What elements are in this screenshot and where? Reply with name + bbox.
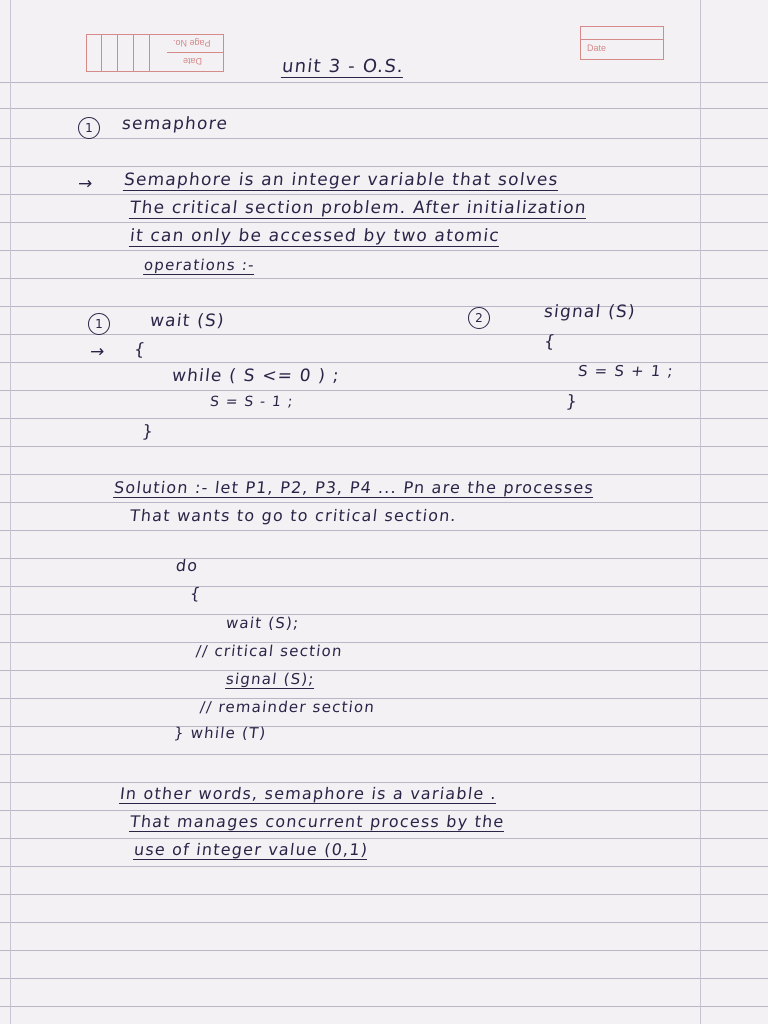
wait-number: 1 [88,313,110,335]
ruled-line [0,950,768,951]
ruled-line [0,82,768,83]
ruled-line [0,922,768,923]
solution-line: That wants to go to critical section. [129,506,458,525]
date-box [580,26,664,60]
ruled-line [0,474,768,475]
wait-while-line: while ( S <= 0 ) ; [170,366,341,386]
ruled-line [0,418,768,419]
ruled-line [0,558,768,559]
ruled-line [0,138,768,139]
page-no-label: Page No. [173,38,211,48]
ruled-line [0,530,768,531]
margin-line [10,0,11,1024]
wait-title: wait (S) [148,311,226,331]
ruled-line [0,108,768,109]
ruled-line [0,866,768,867]
wait-open-brace: { [132,340,148,360]
bullet-arrow: → [88,342,107,362]
ruled-line [0,306,768,307]
ruled-line [0,894,768,895]
page-number-box [86,34,224,72]
topic-number: 1 [78,117,100,139]
date-label: Date [183,56,203,66]
definition-line: Semaphore is an integer variable that solves [123,170,560,190]
ruled-line [0,614,768,615]
signal-increment-line: S = S + 1 ; [577,362,675,380]
signal-open-brace: { [542,332,558,352]
topic-title: semaphore [120,114,230,134]
ruled-line [0,586,768,587]
ruled-line [0,250,768,251]
ruled-line [0,782,768,783]
ruled-line [0,810,768,811]
code-while: } while (T) [173,724,268,742]
definition-line: operations :- [143,256,256,274]
definition-line: it can only be accessed by two atomic [129,226,501,246]
ruled-line [0,1006,768,1007]
ruled-line [0,222,768,223]
ruled-line [0,278,768,279]
ruled-line [0,670,768,671]
ruled-line [0,838,768,839]
definition-arrow: → [76,174,95,194]
code-remainder: // remainder section [199,698,377,716]
ruled-line [0,642,768,643]
margin-line [700,0,701,1024]
code-critical: // critical section [195,642,344,660]
ruled-line [0,698,768,699]
code-do: do [175,556,200,575]
signal-title: signal (S) [542,302,637,322]
ruled-line [0,166,768,167]
wait-close-brace: } [140,422,156,442]
ruled-line [0,754,768,755]
ruled-line [0,978,768,979]
ruled-line [0,334,768,335]
summary-line: That manages concurrent process by the [129,812,506,831]
ruled-line [0,390,768,391]
code-wait: wait (S); [225,614,301,632]
ruled-line [0,726,768,727]
ruled-line [0,502,768,503]
summary-line: use of integer value (0,1) [133,840,370,859]
signal-number: 2 [468,307,490,329]
right-date-label: Date [587,43,607,53]
ruled-line [0,194,768,195]
definition-line: The critical section problem. After initialization [129,198,588,218]
signal-close-brace: } [564,392,580,412]
code-open-brace: { [189,584,203,603]
page-title: unit 3 - O.S. [280,56,406,77]
ruled-line [0,446,768,447]
summary-line: In other words, semaphore is a variable . [119,784,499,803]
wait-decrement-line: S = S - 1 ; [209,394,295,410]
code-signal: signal (S); [225,670,316,688]
solution-line: Solution :- let P1, P2, P3, P4 ... Pn are the processes [113,478,596,497]
